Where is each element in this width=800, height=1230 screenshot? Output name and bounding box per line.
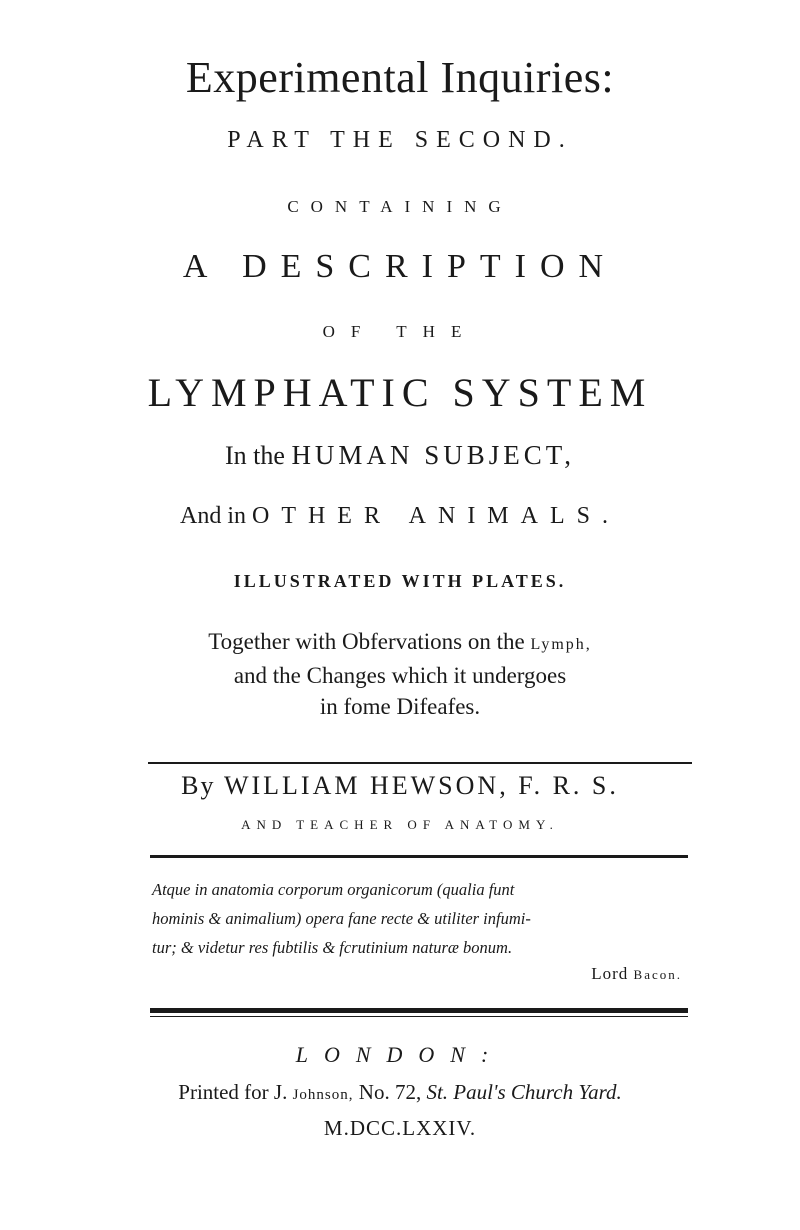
author-role: AND TEACHER OF ANATOMY. [241, 817, 559, 832]
imprint-date: M.DCC.LXXIV. [323, 1116, 477, 1140]
divider-rule-bottom-thin [150, 1016, 688, 1017]
author-by: By [181, 771, 216, 800]
animals-line [0, 503, 800, 530]
epigraph-line-1: Atque in anatomia corporum organicorum (qualia funt [152, 880, 515, 899]
description-heading: A DESCRIPTION [182, 248, 618, 285]
printed-prefix: Printed for J. [178, 1080, 288, 1104]
plates-line: ILLUSTRATED WITH PLATES. [233, 571, 567, 591]
containing-line: CONTAINING [287, 197, 513, 216]
author-name: WILLIAM HEWSON, F. R. S. [223, 771, 619, 800]
together-paragraph [0, 626, 800, 722]
together-text: Together with Obfervations on the [208, 629, 525, 654]
attribution-name: Bacon. [633, 967, 682, 982]
animals-prefix: And in [179, 503, 246, 529]
lymph-word: Lymph, [530, 636, 592, 653]
imprint-city: LONDON: [295, 1042, 505, 1067]
human-emphasis: HUMAN SUBJECT, [291, 440, 575, 470]
attribution-prefix: Lord [591, 964, 629, 983]
imprint-printer [0, 1080, 800, 1105]
divider-rule-bottom [150, 1008, 688, 1013]
epigraph [152, 875, 687, 962]
divider-rule-top [148, 762, 692, 764]
author-line [0, 771, 800, 801]
publisher-name: Johnson, [292, 1087, 354, 1103]
human-subject-line [0, 440, 800, 471]
publisher-address-italic: St. Paul's Church Yard. [426, 1080, 622, 1104]
epigraph-line-3: tur; & videtur res fubtilis & fcrutinium naturæ bonum. [152, 938, 513, 957]
page-title: Experimental Inquiries: [185, 53, 615, 102]
divider-rule-middle [150, 855, 688, 858]
together-line-1 [0, 626, 800, 660]
main-subject: LYMPHATIC SYSTEM [147, 370, 653, 415]
together-line-2: and the Changes which it undergoes [233, 663, 567, 688]
publisher-address: No. 72, [358, 1080, 422, 1104]
epigraph-line-2: hominis & animalium) opera fane recte & utiliter infumi- [152, 909, 531, 928]
together-line-3: in fome Difeafes. [319, 694, 481, 719]
part-subtitle: PART THE SECOND. [227, 127, 573, 153]
animals-emphasis: OTHER ANIMALS. [251, 503, 620, 529]
human-prefix: In the [225, 441, 285, 470]
epigraph-attribution [591, 964, 682, 984]
of-the-line: OF THE [322, 322, 478, 341]
